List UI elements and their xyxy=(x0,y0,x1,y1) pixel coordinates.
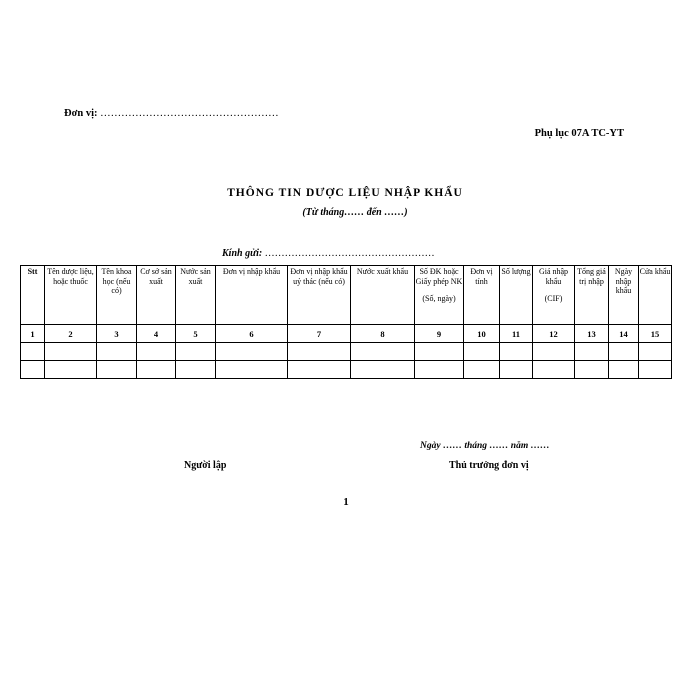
table-cell[interactable] xyxy=(415,343,464,361)
table-cell[interactable] xyxy=(609,361,639,379)
column-number: 9 xyxy=(415,325,464,343)
table-cell[interactable] xyxy=(21,343,45,361)
column-number: 2 xyxy=(45,325,97,343)
column-number: 15 xyxy=(639,325,672,343)
column-number: 1 xyxy=(21,325,45,343)
table-cell[interactable] xyxy=(575,343,609,361)
header-cell: Đơn vị tính xyxy=(464,266,500,325)
header-cell: Nước xuất khẩu xyxy=(351,266,415,325)
column-number: 5 xyxy=(176,325,216,343)
column-number: 6 xyxy=(216,325,288,343)
table-cell[interactable] xyxy=(216,343,288,361)
table-cell[interactable] xyxy=(500,361,533,379)
column-number: 3 xyxy=(97,325,137,343)
column-number: 11 xyxy=(500,325,533,343)
table-cell[interactable] xyxy=(288,343,351,361)
header-text: Số ĐK hoặc Giấy phép NK xyxy=(415,267,463,286)
column-number: 14 xyxy=(609,325,639,343)
table-cell[interactable] xyxy=(351,343,415,361)
column-number: 10 xyxy=(464,325,500,343)
table-row xyxy=(21,361,672,379)
header-cell: Tên dược liệu, hoặc thuốc xyxy=(45,266,97,325)
table-cell[interactable] xyxy=(45,361,97,379)
table-cell[interactable] xyxy=(464,343,500,361)
header-cell: Stt xyxy=(21,266,45,325)
don-vi-line xyxy=(64,108,279,119)
document-subtitle: (Từ tháng…… đến ……) xyxy=(302,207,408,218)
page-number: 1 xyxy=(343,496,349,508)
don-vi-dots: …………………………………………… xyxy=(97,108,279,119)
table-row xyxy=(21,343,672,361)
header-cell: Đơn vị nhập khẩu uỷ thác (nếu có) xyxy=(288,266,351,325)
table-cell[interactable] xyxy=(216,361,288,379)
table-cell[interactable] xyxy=(21,361,45,379)
header-cell: Tên khoa học (nếu có) xyxy=(97,266,137,325)
header-text: Giá nhập khẩu xyxy=(538,267,569,286)
column-number: 13 xyxy=(575,325,609,343)
header-cell: Cửa khẩu xyxy=(639,266,672,325)
kinh-gui-label: Kính gửi: xyxy=(222,248,263,259)
table-cell[interactable] xyxy=(464,361,500,379)
kinh-gui-dots: …………………………………………… xyxy=(262,248,435,259)
table-cell[interactable] xyxy=(609,343,639,361)
header-note: (Số, ngày) xyxy=(422,294,456,303)
table-cell[interactable] xyxy=(639,361,672,379)
table-cell[interactable] xyxy=(500,343,533,361)
header-cell: Cơ sở sản xuất xyxy=(137,266,176,325)
table-cell[interactable] xyxy=(137,361,176,379)
header-cell: Ngày nhập khẩu xyxy=(609,266,639,325)
table-cell[interactable] xyxy=(137,343,176,361)
column-number: 12 xyxy=(533,325,575,343)
don-vi-label: Đơn vị: xyxy=(64,108,98,119)
column-number: 7 xyxy=(288,325,351,343)
table-header-row xyxy=(21,266,672,325)
header-cell: Đơn vị nhập khẩu xyxy=(216,266,288,325)
table-cell[interactable] xyxy=(415,361,464,379)
import-info-table xyxy=(20,265,672,379)
signature-preparer-label: Người lập xyxy=(184,460,227,471)
header-cell: Tổng giá trị nhập xyxy=(575,266,609,325)
table-cell[interactable] xyxy=(533,343,575,361)
header-cell xyxy=(415,266,464,325)
table-cell[interactable] xyxy=(533,361,575,379)
header-cell: Số lượng xyxy=(500,266,533,325)
kinh-gui-line xyxy=(222,248,435,259)
table-cell[interactable] xyxy=(45,343,97,361)
signature-date-line: Ngày …… tháng …… năm …… xyxy=(420,441,550,451)
column-number: 8 xyxy=(351,325,415,343)
column-number-row xyxy=(21,325,672,343)
signature-head-label: Thủ trưởng đơn vị xyxy=(449,460,529,471)
table-cell[interactable] xyxy=(97,343,137,361)
column-number: 4 xyxy=(137,325,176,343)
header-cell: Nước sản xuất xyxy=(176,266,216,325)
table-cell[interactable] xyxy=(97,361,137,379)
table-cell[interactable] xyxy=(288,361,351,379)
table-cell[interactable] xyxy=(351,361,415,379)
table-cell[interactable] xyxy=(176,361,216,379)
appendix-label: Phụ lục 07A TC-YT xyxy=(534,128,624,139)
table-cell[interactable] xyxy=(176,343,216,361)
table-cell[interactable] xyxy=(639,343,672,361)
table-cell[interactable] xyxy=(575,361,609,379)
document-title: THÔNG TIN DƯỢC LIỆU NHẬP KHẨU xyxy=(227,187,463,199)
header-note: (CIF) xyxy=(544,294,563,303)
header-cell xyxy=(533,266,575,325)
